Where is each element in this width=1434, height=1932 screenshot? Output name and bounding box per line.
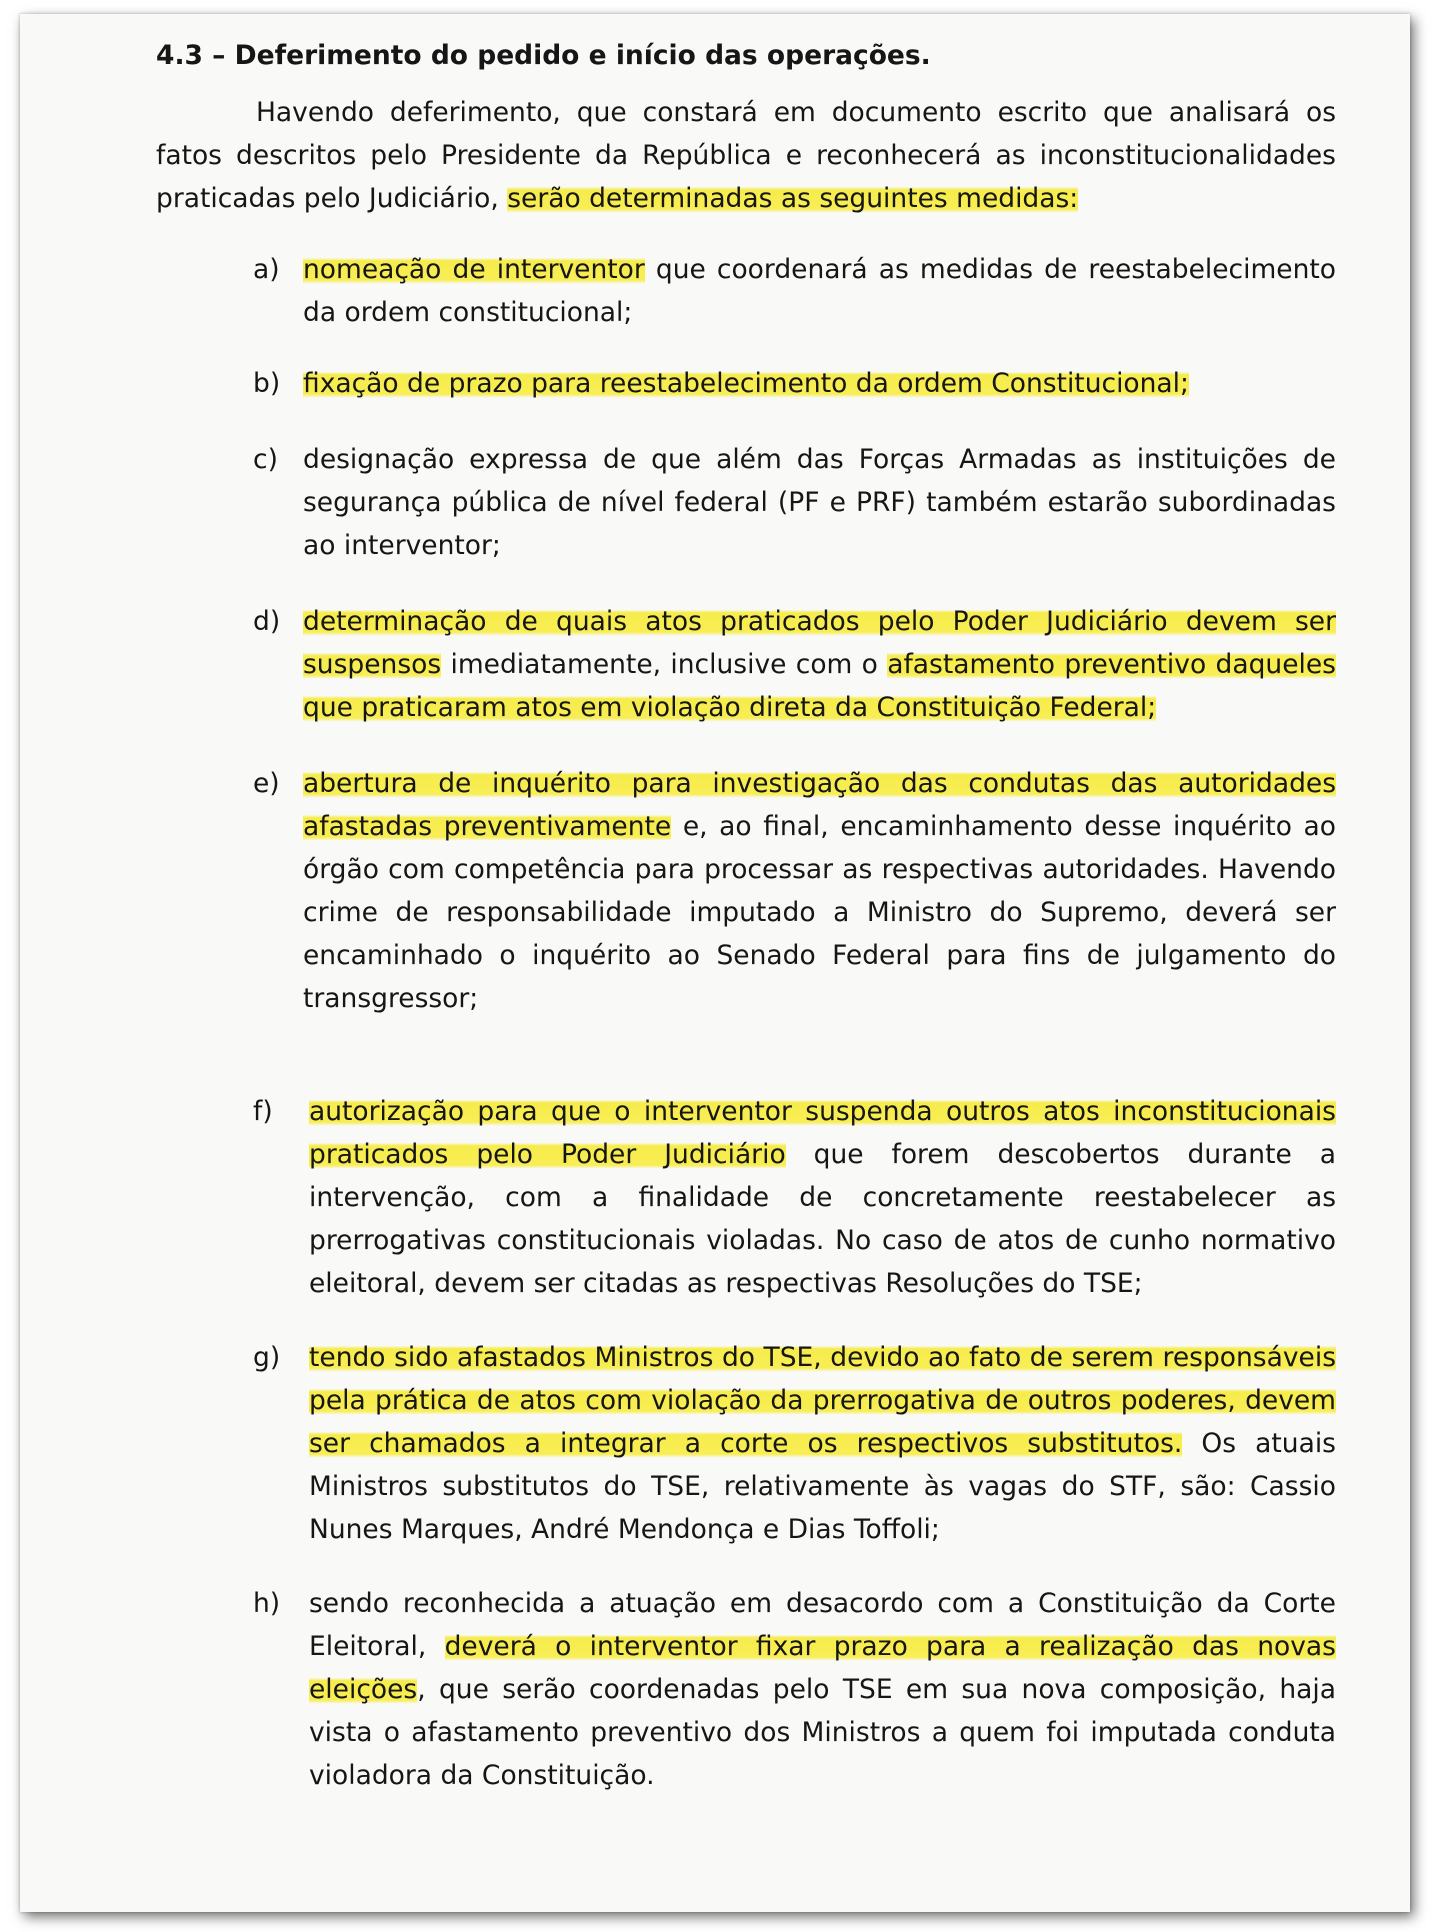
item-marker: b) xyxy=(253,368,281,399)
highlighted-text: afastamento preventivo daqueles que praticaram atos em violação direta da Constituição Federal; xyxy=(303,649,1336,723)
document-page xyxy=(20,14,1410,1912)
list-item-f xyxy=(156,1090,1336,1305)
highlighted-text: nomeação de interventor xyxy=(303,254,645,285)
item-text: e, ao final, encaminhamento desse inquérito ao órgão com competência para processar as respectivas autoridades. Havendo crime de responsabilidade imputado a Ministro do Supremo, deverá ser encaminhado o inquérito ao Senado Federal para fins de julgamento do transgressor; xyxy=(303,811,1336,1014)
intro-text: Havendo deferimento, que constará em documento escrito que analisará os fatos descritos pelo Presidente da República e reconhecerá as inconstitucionalidades praticadas pelo Judiciário, xyxy=(156,97,1336,214)
item-marker: a) xyxy=(253,254,280,285)
document-body xyxy=(156,34,1336,1797)
list-item-d xyxy=(156,600,1336,729)
item-text: que coordenará as medidas de reestabelecimento da ordem constitucional; xyxy=(303,254,1336,328)
item-text: , que serão coordenadas pelo TSE em sua nova composição, haja vista o afastamento preventivo dos Ministros a quem foi imputada conduta violadora da Constituição. xyxy=(309,1674,1336,1791)
item-marker: h) xyxy=(253,1588,281,1619)
highlighted-text: determinação de quais atos praticados pelo Poder Judiciário devem ser suspensos xyxy=(303,606,1336,680)
highlighted-text: tendo sido afastados Ministros do TSE, devido ao fato de serem responsáveis pela prática de atos com violação da prerrogativa de outros poderes, devem ser chamados a integrar a corte os respectivos substitutos. xyxy=(309,1342,1336,1459)
section-heading: 4.3 – Deferimento do pedido e início das operações. xyxy=(156,40,931,71)
highlighted-text: autorização para que o interventor suspenda outros atos inconstitucionais praticados pelo Poder Judiciário xyxy=(309,1096,1336,1170)
highlighted-text: serão determinadas as seguintes medidas: xyxy=(507,183,1079,214)
list-item-a xyxy=(156,248,1336,334)
highlighted-text: fixação de prazo para reestabelecimento da ordem Constitucional; xyxy=(303,368,1189,399)
item-text: sendo reconhecida a atuação em desacordo com a Constituição da Corte Eleitoral, xyxy=(309,1588,1336,1662)
list-item-g xyxy=(156,1336,1336,1551)
highlighted-text: deverá o interventor fixar prazo para a realização das novas eleições xyxy=(309,1631,1336,1705)
list-item-c xyxy=(156,438,1336,567)
item-marker: e) xyxy=(253,768,280,799)
intro-paragraph xyxy=(156,91,1336,220)
list-item-e xyxy=(156,762,1336,1020)
item-text: que forem descobertos durante a intervenção, com a finalidade de concretamente reestabelecer as prerrogativas constitucionais violadas. No caso de atos de cunho normativo eleitoral, devem ser citadas as respectivas Resoluções do TSE; xyxy=(309,1139,1336,1299)
list-item-b xyxy=(156,362,1336,405)
item-marker: g) xyxy=(253,1342,281,1373)
item-text: designação expressa de que além das Forças Armadas as instituições de segurança pública de nível federal (PF e PRF) também estarão subordinadas ao interventor; xyxy=(303,444,1336,561)
item-marker: d) xyxy=(253,606,281,637)
list-item-h xyxy=(156,1582,1336,1797)
highlighted-text: abertura de inquérito para investigação das condutas das autoridades afastadas preventivamente xyxy=(303,768,1336,842)
item-text: imediatamente, inclusive com o xyxy=(441,649,888,680)
item-marker: f) xyxy=(253,1096,273,1127)
item-marker: c) xyxy=(253,444,278,475)
item-text: Os atuais Ministros substitutos do TSE, relativamente às vagas do STF, são: Cassio Nunes Marques, André Mendonça e Dias Toffoli; xyxy=(309,1428,1336,1545)
